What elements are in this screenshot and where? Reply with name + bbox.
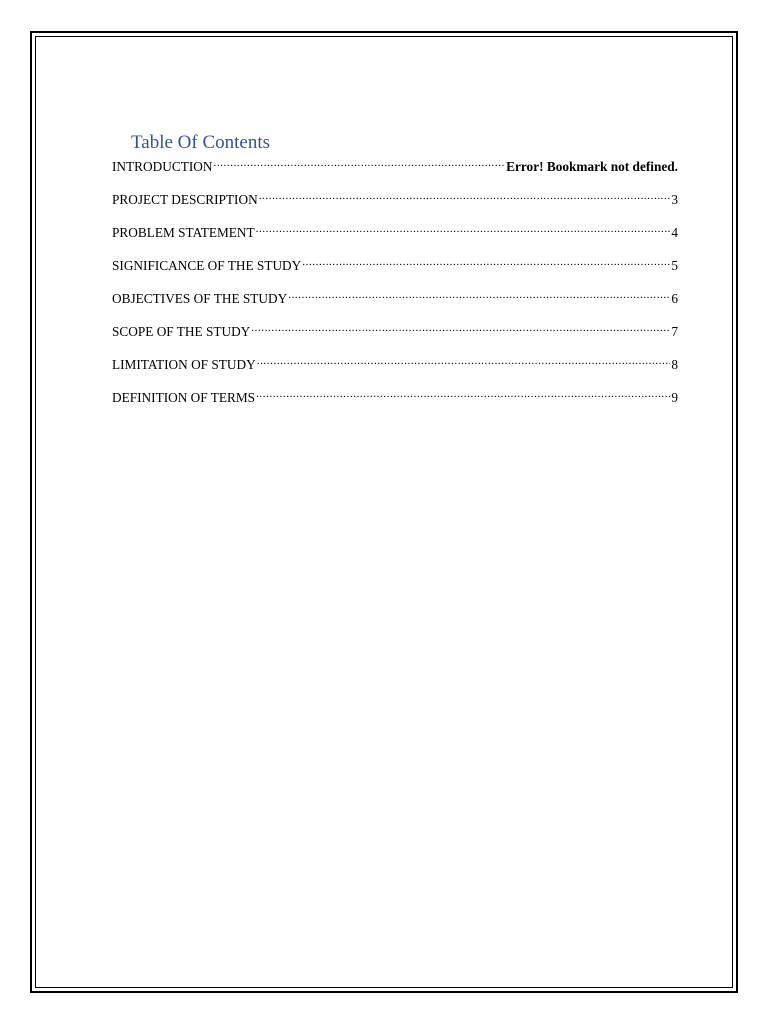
toc-entry-title: SCOPE OF THE STUDY <box>112 324 251 339</box>
toc-entry-page: Error! Bookmark not defined. <box>506 159 678 174</box>
toc-entry-page: 6 <box>671 291 678 306</box>
toc-entry-page: 9 <box>671 390 678 405</box>
toc-entry-objectives[interactable] <box>112 287 678 306</box>
toc-entry-title: SIGNIFICANCE OF THE STUDY <box>112 258 302 273</box>
toc-heading: Table Of Contents <box>131 132 271 153</box>
toc-dot-leader <box>259 188 671 204</box>
toc-entry-scope[interactable] <box>112 320 678 339</box>
table-of-contents <box>112 131 678 419</box>
toc-dot-leader <box>288 287 670 303</box>
toc-entry-title: OBJECTIVES OF THE STUDY <box>112 291 288 306</box>
toc-entry-problem-statement[interactable] <box>112 221 678 240</box>
toc-entry-limitation[interactable] <box>112 353 678 372</box>
toc-entry-page: 8 <box>671 357 678 372</box>
toc-entry-definition-of-terms[interactable] <box>112 386 678 405</box>
toc-entry-project-description[interactable] <box>112 188 678 207</box>
toc-entry-title: LIMITATION OF STUDY <box>112 357 256 372</box>
toc-entry-title: DEFINITION OF TERMS <box>112 390 256 405</box>
toc-dot-leader <box>257 353 671 369</box>
toc-entry-title: PROBLEM STATEMENT <box>112 225 255 240</box>
toc-entry-page: 4 <box>671 225 678 240</box>
toc-dot-leader <box>256 221 671 237</box>
toc-entry-page: 3 <box>671 192 678 207</box>
toc-entry-title: PROJECT DESCRIPTION <box>112 192 258 207</box>
toc-list <box>112 155 678 405</box>
toc-entry-page: 5 <box>671 258 678 273</box>
toc-dot-leader <box>251 320 670 336</box>
toc-entry-significance[interactable] <box>112 254 678 273</box>
toc-entry-page: 7 <box>671 324 678 339</box>
toc-entry-title: INTRODUCTION <box>112 159 213 174</box>
toc-dot-leader <box>256 386 670 402</box>
toc-dot-leader <box>302 254 670 270</box>
toc-entry-introduction[interactable] <box>112 155 678 174</box>
toc-dot-leader <box>213 155 505 171</box>
